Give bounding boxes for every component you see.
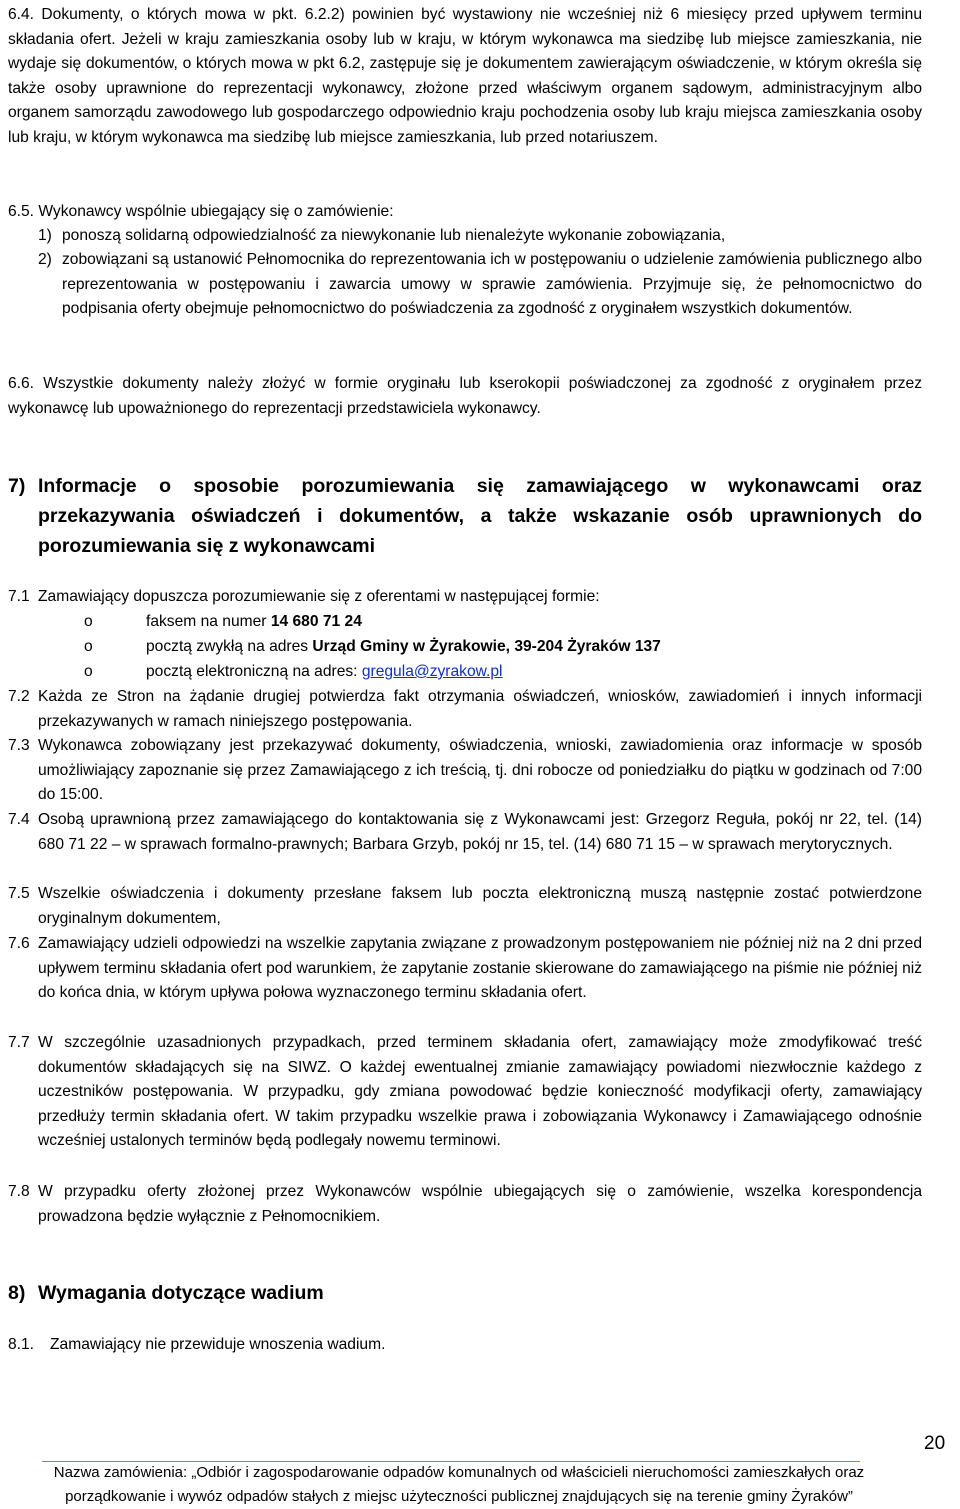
list-item-text: zobowiązani są ustanowić Pełnomocnika do reprezentowania ich w postępowaniu o udzielenie zamówienia publicznego albo reprezentowania w postępowaniu i zawarcia umowy w sprawie zamówienia. Przyjmuje się, że pełnomocnictwo do podpisania oferty obejmuje pełnomocnictwo do poświadczenia za zgodność z oryginałem wszystkich dokumentów. [62,251,922,318]
section-title: Informacje o sposobie porozumiewania się zamawiającego w wykonawcami oraz przekazywania oświadczeń i dokumentów, a także wskazanie osób uprawnionych do porozumiewania się z wykonawcami [38,475,922,557]
item-7-1 [8,585,922,610]
bullet-label: faksem na numer [146,613,271,630]
item-7-6 [8,932,922,1006]
section-number: 7) [8,475,26,497]
item-number: 7.7 [8,1034,30,1051]
item-7-2 [8,685,922,734]
contact-post [84,635,904,660]
paragraph-6-5-intro: 6.5. Wykonawcy wspólnie ubiegający się o zamówienie: [8,203,394,220]
paragraph-6-4: 6.4. Dokumenty, o których mowa w pkt. 6.2.2) powinien być wystawiony nie wcześniej niż 6 miesięcy przed upływem terminu składania ofert. Jeżeli w kraju zamieszkania osoby lub w kraju, w którym wykonawca ma siedzibę lub miejsce zamieszkania, nie wydaje się dokumentów, o których mowa w pkt 6.2, zastępuje się je dokumentem zawierającym oświadczenie, w którym określa się także osoby uprawnione do reprezentacji wykonawcy, złożone przed właściwym organem sądowym, administracyjnym albo organem samorządu zawodowego lub gospodarczego odpowiednio kraju pochodzenia osoby lub kraju miejsca zamieszkania osoby lub kraju, w którym wykonawca ma siedzibę lub miejsce zamieszkania, lub przed notariuszem. [8,6,922,146]
section-title: Wymagania dotyczące wadium [38,1282,324,1304]
item-number: 7.8 [8,1183,30,1200]
list-item-text: ponoszą solidarną odpowiedzialność za niewykonanie lub nienależyte wykonanie zobowiązania, [62,227,726,244]
item-8-1 [8,1333,922,1358]
bullet-mark: o [84,663,93,680]
list-item-6-5-1 [38,224,922,249]
item-7-4 [8,808,922,857]
item-7-3 [8,734,922,808]
postal-address: Urząd Gminy w Żyrakowie, 39-204 Żyraków 137 [312,638,661,655]
item-number: 8.1. [8,1336,35,1353]
item-number: 7.2 [8,688,30,705]
item-text: Osobą uprawnioną przez zamawiającego do kontaktowania się z Wykonawcami jest: Grzegorz Reguła, pokój nr 22, tel. (14) 680 71 22 – w sprawach formalno-prawnych; Barbara Grzyb, pokój nr 15, tel. (14) 680 71 15 – w sprawach merytorycznych. [38,811,922,853]
contact-fax [84,610,904,635]
item-number: 7.1 [8,588,30,605]
item-number: 7.4 [8,811,30,828]
item-7-5 [8,882,922,931]
item-text: Każda ze Stron na żądanie drugiej potwierdza fakt otrzymania oświadczeń, wniosków, zawiadomień i innych informacji przekazywanych w ramach niniejszego postępowania. [38,688,922,730]
item-number: 7.5 [8,885,30,902]
item-7-7 [8,1031,922,1154]
section-number: 8) [8,1282,26,1304]
footer-line-2: porządkowanie i wywóz odpadów stałych z miejsc użyteczności publicznej znajdujących się na terenie gminy Żyraków” [65,1488,853,1505]
item-text: Zamawiający udzieli odpowiedzi na wszelkie zapytania związane z prowadzonym postępowaniem nie później niż na 2 dni przed upływem terminu składania ofert pod warunkiem, że zapytanie zostanie skierowane do zamawiającego na piśmie nie później niż do końca dnia, w którym upływa połowa wyznaczonego terminu składania ofert. [38,935,922,1002]
item-text: Zamawiający dopuszcza porozumiewanie się z oferentami w następującej formie: [38,588,600,605]
bullet-mark: o [84,613,93,630]
item-text: Wszelkie oświadczenia i dokumenty przesłane faksem lub poczta elektroniczną muszą następnie zostać potwierdzone oryginalnym dokumentem, [38,885,922,927]
bullet-label: pocztą zwykłą na adres [146,638,313,655]
item-text: Wykonawca zobowiązany jest przekazywać dokumenty, oświadczenia, wnioski, zawiadomienia oraz informacje w sposób umożliwiający zapoznanie się przez Zamawiającego z ich treścią, tj. dni robocze od poniedziałku do piątku w godzinach od 7:00 do 15:00. [38,737,922,804]
list-item-6-5-2 [38,248,922,322]
item-text: Zamawiający nie przewiduje wnoszenia wadium. [50,1336,386,1353]
item-number: 7.6 [8,935,30,952]
item-text: W szczególnie uzasadnionych przypadkach, przed terminem składania ofert, zamawiający może zmodyfikować treść dokumentów składających się na SIWZ. O każdej ewentualnej zmianie zamawiający powiadomi niezwłocznie każdego z uczestników postępowania. W przypadku, gdy zmiana powodować będzie konieczność modyfikacji oferty, zamawiający przedłuży termin składania ofert. W takim przypadku wszelkie prawa i zobowiązania Wykonawcy i Zamawiającego odnośnie wcześniej ustalonych terminów będą podlegały nowemu terminowi. [38,1034,922,1150]
fax-number: 14 680 71 24 [270,613,362,630]
section-7-heading [8,471,922,561]
section-8-heading [8,1278,922,1308]
item-text: W przypadku oferty złożonej przez Wykonawców wspólnie ubiegających się o zamówienie, wszelka korespondencja prowadzona będzie wyłącznie z Pełnomocnikiem. [38,1183,922,1225]
paragraph-6-6: 6.6. Wszystkie dokumenty należy złożyć w formie oryginału lub kserokopii poświadczonej za zgodność z oryginałem przez wykonawcę lub upoważnionego do reprezentacji przedstawiciela wykonawcy. [8,375,922,417]
footer-line-1: Nazwa zamówienia: „Odbiór i zagospodarowanie odpadów komunalnych od właścicieli nieruchomości zamieszkałych oraz [53,1464,865,1481]
email-link[interactable]: gregula@zyrakow.pl [361,663,503,680]
page-number: 20 [924,1433,946,1454]
list-number: 1) [38,227,52,244]
bullet-mark: o [84,638,93,655]
contact-email [84,660,904,685]
list-number: 2) [38,251,52,268]
bullet-label: pocztą elektroniczną na adres: [146,663,362,680]
item-number: 7.3 [8,737,30,754]
item-7-8 [8,1180,922,1229]
